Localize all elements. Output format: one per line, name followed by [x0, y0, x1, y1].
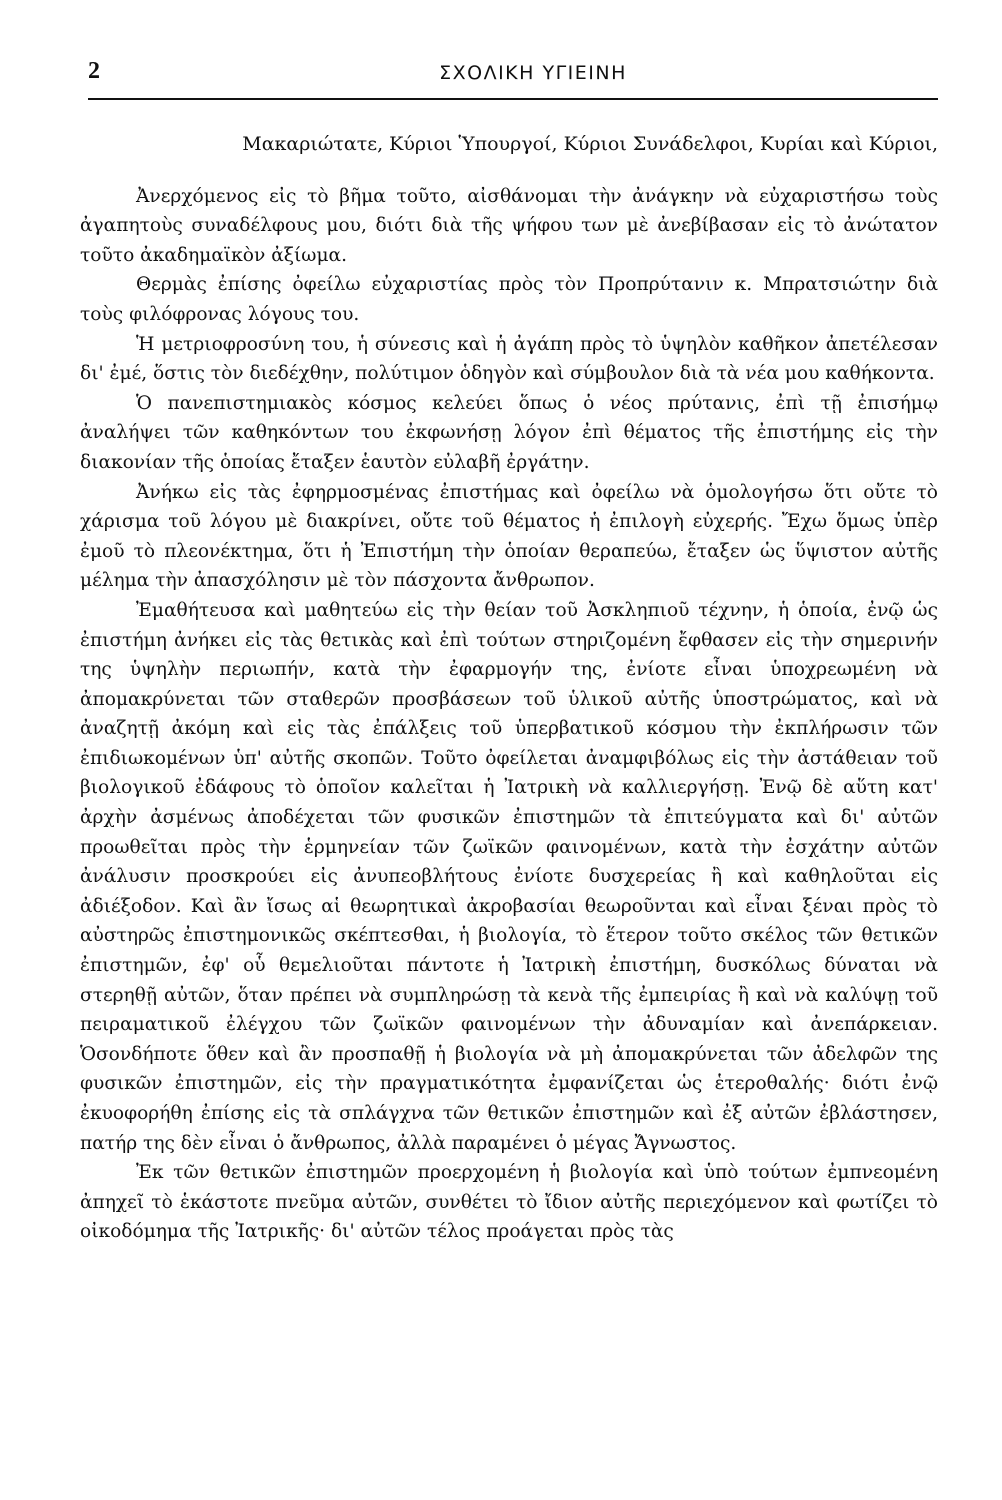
- paragraph: Ἐκ τῶν θετικῶν ἐπιστημῶν προερχομένη ἡ βιολογία καὶ ὑπὸ τούτων ἐμπνεομένη ἀπηχεῖ τὸ ἑκάστοτε πνεῦμα αὐτῶν, συνθέτει τὸ ἴδιον αὐτῆς περιεχόμενον καὶ φωτίζει τὸ οἰκοδόμημα τῆς Ἰατρικῆς· δι' αὐτῶν τέλος προάγεται πρὸς τὰς: [80, 1162, 938, 1243]
- paragraph: Θερμὰς ἐπίσης ὀφείλω εὐχαριστίας πρὸς τὸν Προπρύτανιν κ. Μπρατσιώτην διὰ τοὺς φιλόφρονας λόγους του.: [80, 274, 938, 325]
- running-title: ΣΧΟΛΙΚΗ ΥΓΙΕΙΝΗ: [439, 62, 627, 84]
- paragraph: Ἀνερχόμενος εἰς τὸ βῆμα τοῦτο, αἰσθάνομαι τὴν ἀνάγκην νὰ εὐχαριστήσω τοὺς ἀγαπητοὺς συναδέλφους μου, διότι διὰ τῆς ψήφου των μὲ ἀνεβίβασαν εἰς τὸ ἀνώτατον τοῦτο ἀκαδημαϊκὸν ἀξίωμα.: [80, 185, 938, 266]
- page-number: 2: [88, 58, 100, 84]
- paragraph: Ἐμαθήτευσα καὶ μαθητεύω εἰς τὴν θείαν τοῦ Ἀσκληπιοῦ τέχνην, ἡ ὁποία, ἐνῷ ὡς ἐπιστήμη ἀνήκει εἰς τὰς θετικὰς καὶ ἐπὶ τούτων στηριζομένη ἔφθασεν εἰς τὴν σημερινήν της ὑψηλὴν περιωπήν, κατὰ τὴν ἐφαρμογήν της, ἐνίοτε εἶναι ὑποχρεωμένη νὰ ἀπομακρύνεται τῶν σταθερῶν προσβάσεων τοῦ ὑλικοῦ αὐτῆς ὑποστρώματος, καὶ νὰ ἀναζητῇ ἀκόμη καὶ εἰς τὰς ἐπάλξεις τοῦ ὑπερβατικοῦ κόσμου τὴν ἐκπλήρωσιν τῶν ἐπιδιωκομένων ὑπ' αὐτῆς σκοπῶν. Τοῦτο ὀφείλεται ἀναμφιβόλως εἰς τὴν ἀστάθειαν τοῦ βιολογικοῦ ἐδάφους τὸ ὁποῖον καλεῖται ἡ Ἰατρικὴ νὰ καλλιεργήσῃ. Ἐνῷ δὲ αὕτη κατ' ἀρχὴν ἀσμένως ἀποδέχεται τῶν φυσικῶν ἐπιστημῶν τὰ ἐπιτεύγματα καὶ δι' αὐτῶν προωθεῖται πρὸς τὴν ἑρμηνείαν τῶν ζωϊκῶν φαινομένων, κατὰ τὴν ἐσχάτην αὐτῶν ἀνάλυσιν προσκρούει εἰς ἀνυπεοβλήτους ἐνίοτε δυσχερείας ἢ καὶ καθηλοῦται εἰς ἀδιέξοδον. Καὶ ἂν ἴσως αἱ θεωρητικαὶ ἀκροβασίαι θεωροῦνται καὶ εἶναι ξέναι πρὸς τὸ αὐστηρῶς ἐπιστημονικῶς σκέπτεσθαι, ἡ βιολογία, τὸ ἕτερον τοῦτο σκέλος τῶν θετικῶν ἐπιστημῶν, ἐφ' οὗ θεμελιοῦται πάντοτε ἡ Ἰατρικὴ ἐπιστήμη, δυσκόλως δύναται νὰ στερηθῇ αὐτῶν, ὅταν πρέπει νὰ συμπληρώσῃ τὰ κενὰ τῆς ἐμπειρίας ἢ καὶ νὰ καλύψῃ τοῦ πειραματικοῦ ἐλέγχου τῶν ζωϊκῶν φαινομένων τὴν ἀδυναμίαν καὶ ἀνεπάρκειαν. Ὁσονδήποτε ὅθεν καὶ ἂν προσπαθῇ ἡ βιολογία νὰ μὴ ἀπομακρύνεται τῶν ἀδελφῶν της φυσικῶν ἐπιστημῶν, εἰς τὴν πραγματικότητα ἐμφανίζεται ὡς ἑτεροθαλής· διότι ἐνῷ ἐκυοφορήθη ἐπίσης εἰς τὰ σπλάγχνα τῶν θετικῶν ἐπιστημῶν καὶ ἐξ αὐτῶν ἐβλάστησεν, πατήρ της δὲν εἶναι ὁ ἄνθρωπος, ἀλλὰ παραμένει ὁ μέγας Ἄγνωστος.: [80, 599, 938, 1154]
- body-text: [80, 130, 938, 1247]
- paragraph: Ἡ μετριοφροσύνη του, ἡ σύνεσις καὶ ἡ ἀγάπη πρὸς τὸ ὑψηλὸν καθῆκον ἀπετέλεσαν δι' ἐμέ, ὅστις τὸν διεδέχθην, πολύτιμον ὁδηγὸν καὶ σύμβουλον διὰ τὰ νέα μου καθήκοντα.: [80, 333, 938, 385]
- paragraph: Ἀνήκω εἰς τὰς ἐφηρμοσμένας ἐπιστήμας καὶ ὀφείλω νὰ ὁμολογήσω ὅτι οὔτε τὸ χάρισμα τοῦ λόγου μὲ διακρίνει, οὔτε τοῦ θέματος ἡ ἐπιλογὴ εὐχερής. Ἔχω ὅμως ὑπὲρ ἐμοῦ τὸ πλεονέκτημα, ὅτι ἡ Ἐπιστήμη τὴν ὁποίαν θεραπεύω, ἔταξεν ὡς ὕψιστον αὐτῆς μέλημα τὴν ἀπασχόλησιν μὲ τὸν πάσχοντα ἄνθρωπον.: [80, 481, 938, 592]
- header-rule: [88, 98, 938, 100]
- page-header: [88, 56, 938, 98]
- paragraph: Ὁ πανεπιστημιακὸς κόσμος κελεύει ὅπως ὁ νέος πρύτανις, ἐπὶ τῇ ἐπισήμῳ ἀναλήψει τῶν καθηκόντων του ἐκφωνήσῃ λόγον ἐπὶ θέματος τῆς ἐπιστήμης εἰς τὴν διακονίαν τῆς ὁποίας ἔταξεν ἑαυτὸν εὐλαβῆ ἐργάτην.: [80, 392, 938, 473]
- salutation: Μακαριώτατε, Κύριοι Ὑπουργοί, Κύριοι Συνάδελφοι, Κυρίαι καὶ Κύριοι,: [242, 133, 938, 155]
